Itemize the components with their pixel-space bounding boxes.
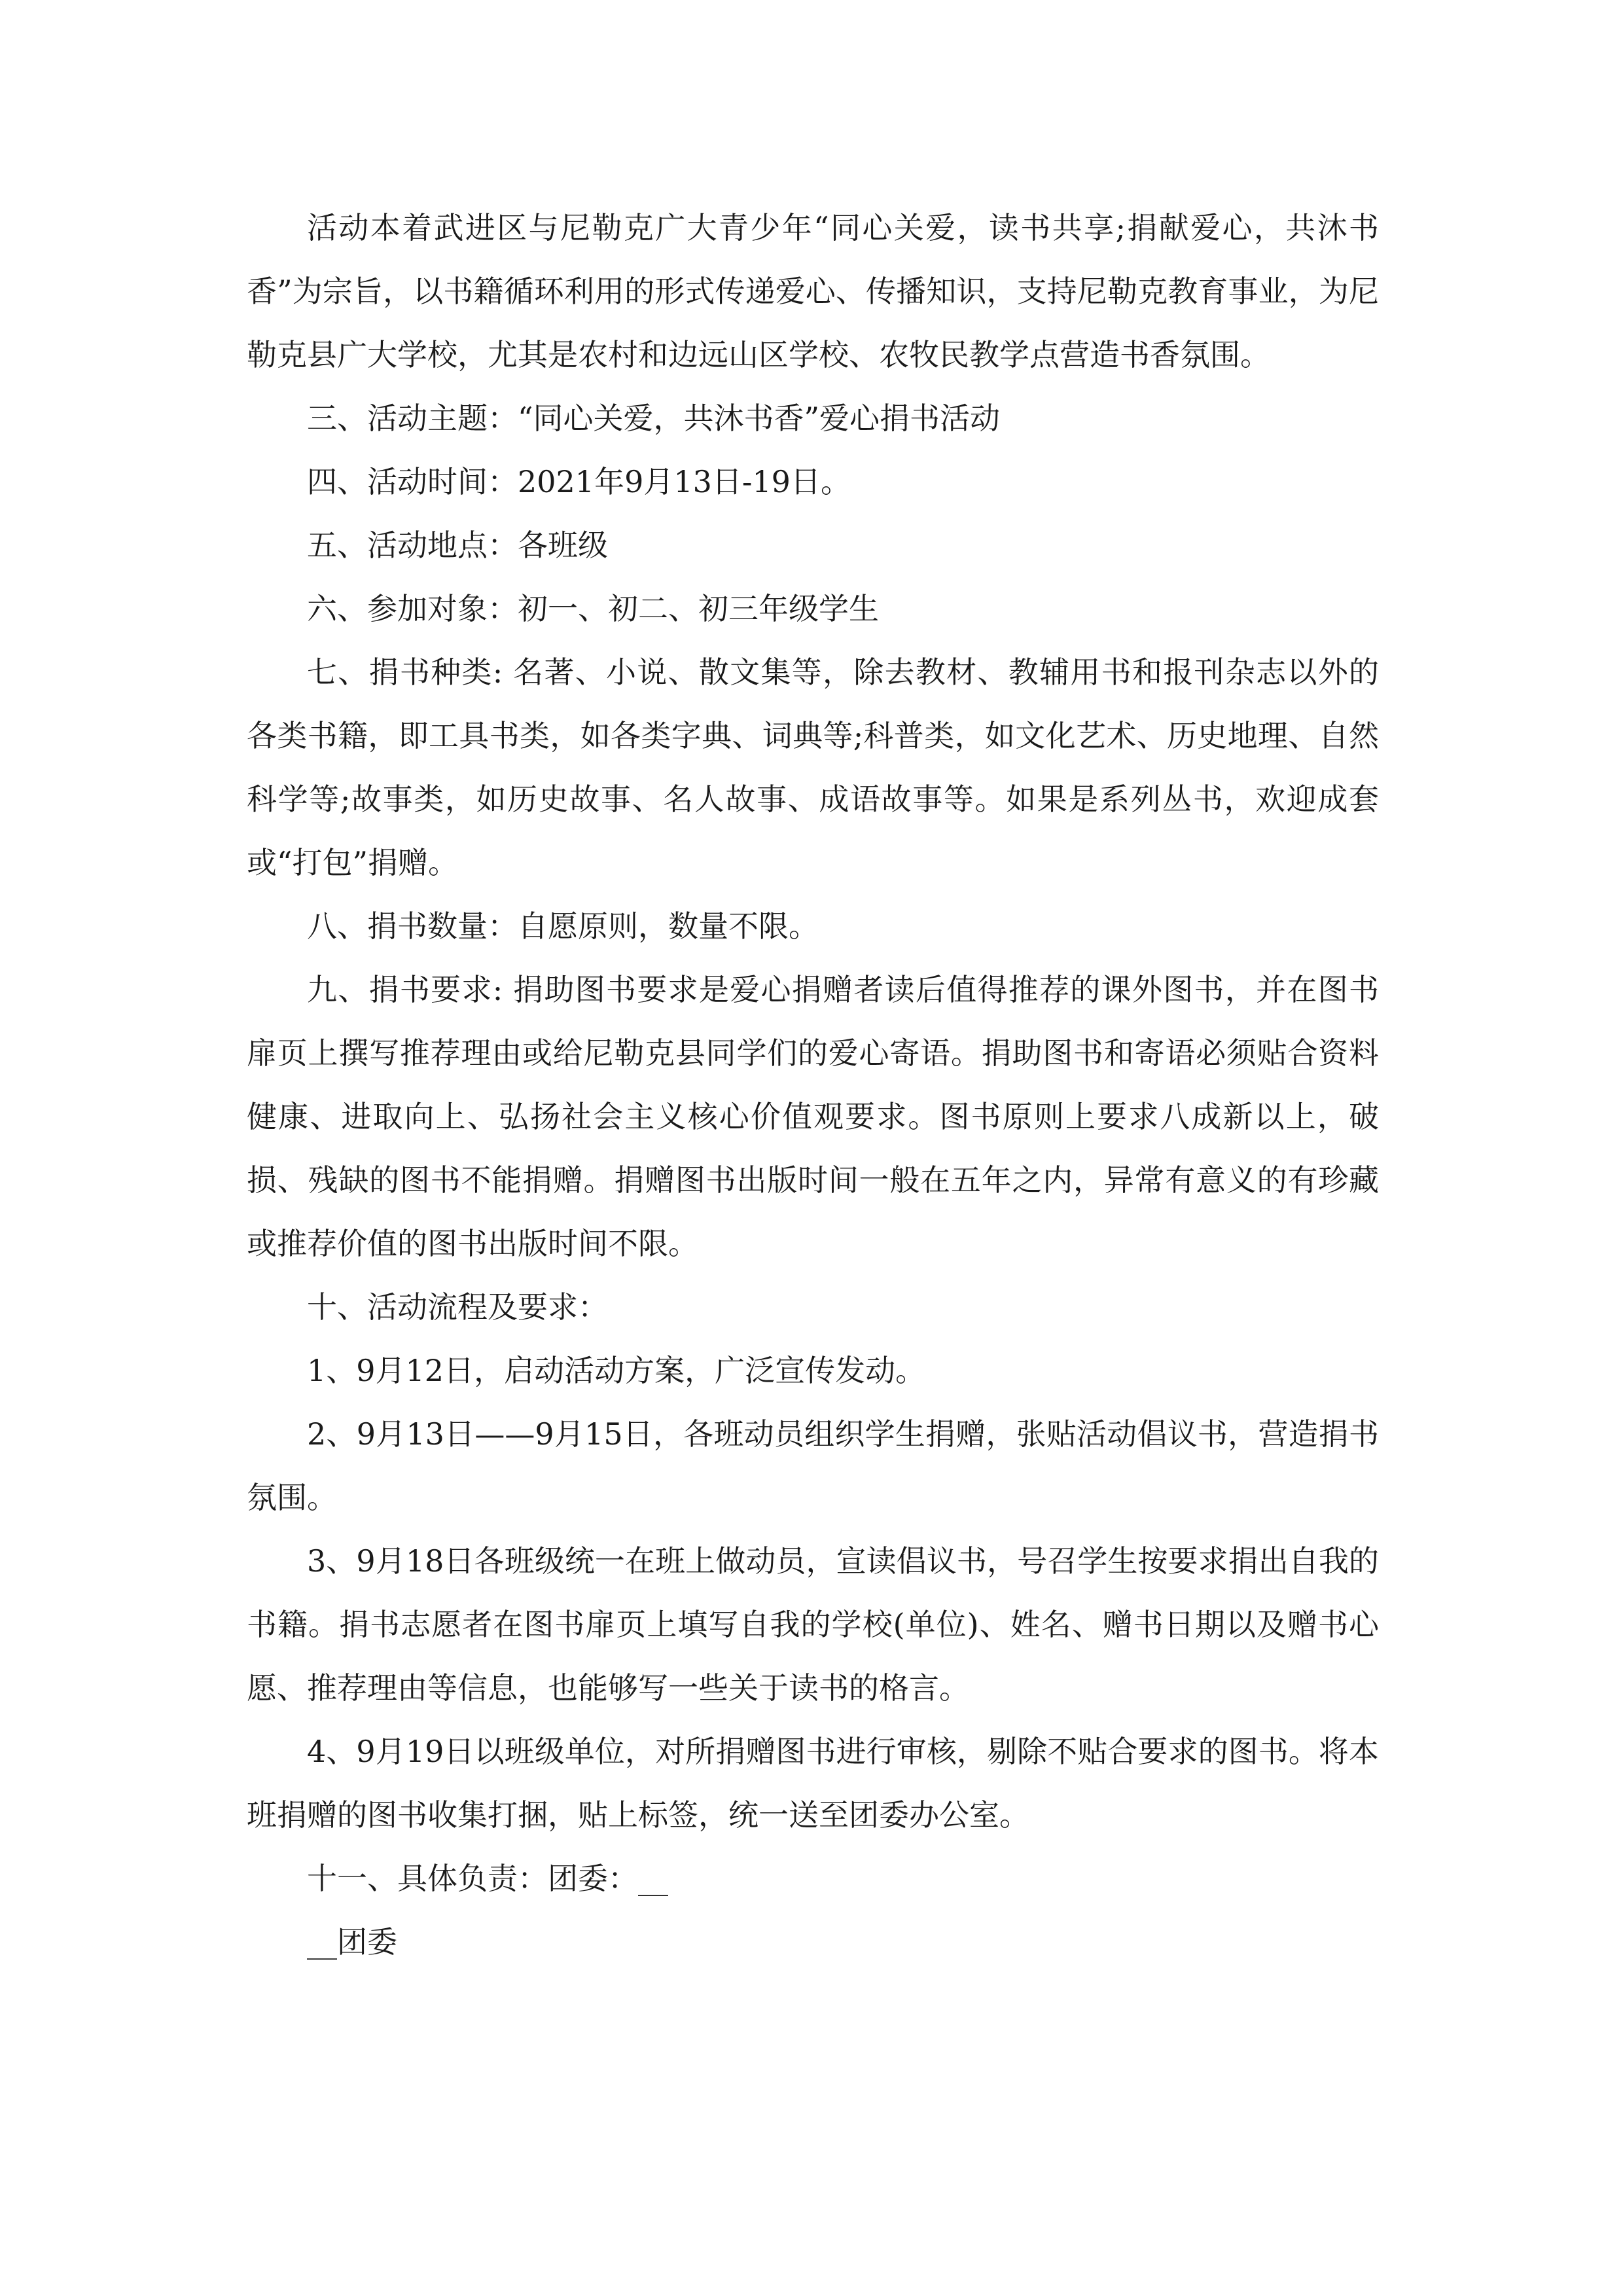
document-body — [247, 196, 1379, 1974]
paragraph-step-1: 1、9月12日，启动活动方案，广泛宣传发动。 — [307, 1353, 926, 1388]
paragraph-responsible: 十一、具体负责：团委：__ — [307, 1861, 668, 1896]
paragraph-step-3: 3、9月18日各班级统一在班上做动员，宣读倡议书，号召学生按要求捐出自我的书籍。捐书志愿者在图书扉页上填写自我的学校(单位)、姓名、赠书日期以及赠书心愿、推荐理由等信息，也能够写一些关于读书的格言。 — [247, 1543, 1379, 1706]
paragraph-location: 五、活动地点：各班级 — [307, 528, 608, 563]
paragraph-book-types: 七、捐书种类: 名著、小说、散文集等，除去教材、教辅用书和报刊杂志以外的各类书籍，即工具书类，如各类字典、词典等;科普类，如文化艺术、历史地理、自然科学等;故事类，如历史故事、名人故事、成语故事等。如果是系列丛书，欢迎成套或“打包”捐赠。 — [247, 655, 1379, 880]
paragraph-signature: __团委 — [307, 1924, 397, 1960]
paragraph-requirements: 九、捐书要求: 捐助图书要求是爱心捐赠者读后值得推荐的课外图书，并在图书扉页上撰写推荐理由或给尼勒克县同学们的爱心寄语。捐助图书和寄语必须贴合资料健康、进取向上、弘扬社会主义核心价值观要求。图书原则上要求八成新以上，破损、残缺的图书不能捐赠。捐赠图书出版时间一般在五年之内，异常有意义的有珍藏或推荐价值的图书出版时间不限。 — [247, 972, 1379, 1261]
paragraph-time: 四、活动时间：2021年9月13日-19日。 — [307, 464, 851, 499]
paragraph-step-4: 4、9月19日以班级单位，对所捐赠图书进行审核，剔除不贴合要求的图书。将本班捐赠的图书收集打捆，贴上标签，统一送至团委办公室。 — [247, 1734, 1379, 1833]
paragraph-quantity: 八、捐书数量：自愿原则，数量不限。 — [307, 908, 819, 944]
paragraph-theme: 三、活动主题：“同心关爱，共沐书香”爱心捐书活动 — [307, 401, 1001, 436]
paragraph-purpose: 活动本着武进区与尼勒克广大青少年“同心关爱，读书共享;捐献爱心，共沐书香”为宗旨，以书籍循环利用的形式传递爱心、传播知识，支持尼勒克教育事业，为尼勒克县广大学校，尤其是农村和边远山区学校、农牧民教学点营造书香氛围。 — [247, 210, 1379, 372]
paragraph-process-heading: 十、活动流程及要求： — [307, 1289, 608, 1325]
paragraph-participants: 六、参加对象：初一、初二、初三年级学生 — [307, 591, 879, 626]
paragraph-step-2: 2、9月13日——9月15日，各班动员组织学生捐赠，张贴活动倡议书，营造捐书氛围。 — [247, 1416, 1379, 1515]
